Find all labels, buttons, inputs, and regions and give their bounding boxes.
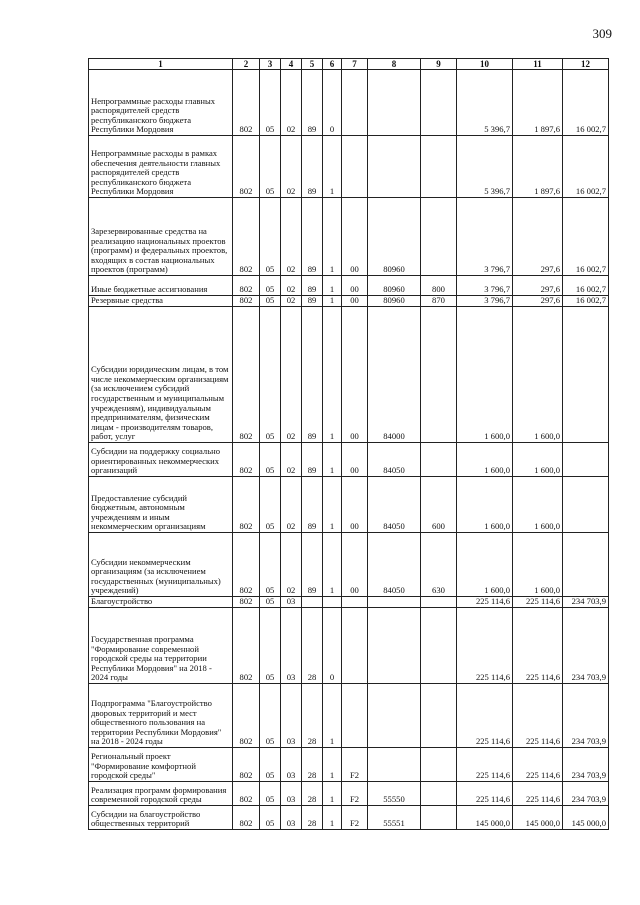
section-code: 05 bbox=[260, 782, 281, 806]
amount-col-12: 16 002,7 bbox=[563, 70, 609, 136]
amount-col-11: 1 600,0 bbox=[513, 443, 563, 477]
header-cell: 6 bbox=[323, 59, 342, 70]
section-code: 05 bbox=[260, 533, 281, 597]
main-event-code bbox=[342, 70, 368, 136]
amount-col-11: 225 114,6 bbox=[513, 597, 563, 608]
main-event-code: 00 bbox=[342, 307, 368, 443]
subsection-code: 03 bbox=[281, 608, 302, 684]
main-event-code bbox=[342, 136, 368, 198]
expense-type-code bbox=[421, 136, 457, 198]
amount-col-10: 145 000,0 bbox=[457, 806, 513, 830]
main-event-code bbox=[342, 684, 368, 748]
row-name: Реализация программ формирования современной городской среды bbox=[89, 782, 233, 806]
subprogram-code: 1 bbox=[323, 443, 342, 477]
amount-col-11: 1 897,6 bbox=[513, 136, 563, 198]
amount-col-11: 145 000,0 bbox=[513, 806, 563, 830]
expense-type-code bbox=[421, 748, 457, 782]
table-row bbox=[89, 296, 609, 307]
ministry-code: 802 bbox=[233, 806, 260, 830]
ministry-code: 802 bbox=[233, 597, 260, 608]
direction-code bbox=[368, 748, 421, 782]
section-code: 05 bbox=[260, 198, 281, 276]
table-row bbox=[89, 782, 609, 806]
amount-col-12 bbox=[563, 307, 609, 443]
header-cell: 7 bbox=[342, 59, 368, 70]
amount-col-11: 297,6 bbox=[513, 198, 563, 276]
row-name: Государственная программа "Формирование современной городской среды на территории Республики Мордовия" на 2018 - 2024 годы bbox=[89, 608, 233, 684]
program-code: 89 bbox=[302, 533, 323, 597]
page-number: 309 bbox=[592, 26, 612, 41]
main-event-code: 00 bbox=[342, 296, 368, 307]
subsection-code: 02 bbox=[281, 276, 302, 296]
subsection-code: 03 bbox=[281, 782, 302, 806]
amount-col-12 bbox=[563, 533, 609, 597]
section-code: 05 bbox=[260, 684, 281, 748]
program-code: 28 bbox=[302, 684, 323, 748]
amount-col-11: 225 114,6 bbox=[513, 782, 563, 806]
amount-col-10: 1 600,0 bbox=[457, 533, 513, 597]
ministry-code: 802 bbox=[233, 443, 260, 477]
main-event-code bbox=[342, 597, 368, 608]
subprogram-code: 1 bbox=[323, 198, 342, 276]
main-event-code bbox=[342, 608, 368, 684]
direction-code: 84000 bbox=[368, 307, 421, 443]
amount-col-12: 234 703,9 bbox=[563, 748, 609, 782]
main-event-code: F2 bbox=[342, 782, 368, 806]
ministry-code: 802 bbox=[233, 533, 260, 597]
subprogram-code: 1 bbox=[323, 782, 342, 806]
amount-col-10: 1 600,0 bbox=[457, 477, 513, 533]
main-event-code: 00 bbox=[342, 276, 368, 296]
table-row bbox=[89, 136, 609, 198]
amount-col-10: 3 796,7 bbox=[457, 276, 513, 296]
direction-code: 84050 bbox=[368, 443, 421, 477]
subsection-code: 02 bbox=[281, 477, 302, 533]
amount-col-11: 1 600,0 bbox=[513, 307, 563, 443]
section-code: 05 bbox=[260, 806, 281, 830]
row-name: Благоустройство bbox=[89, 597, 233, 608]
program-code: 89 bbox=[302, 307, 323, 443]
expense-type-code bbox=[421, 806, 457, 830]
amount-col-11: 1 600,0 bbox=[513, 477, 563, 533]
subsection-code: 02 bbox=[281, 443, 302, 477]
subsection-code: 02 bbox=[281, 533, 302, 597]
amount-col-10: 5 396,7 bbox=[457, 136, 513, 198]
subprogram-code: 1 bbox=[323, 307, 342, 443]
ministry-code: 802 bbox=[233, 198, 260, 276]
main-event-code: 00 bbox=[342, 443, 368, 477]
expense-type-code bbox=[421, 307, 457, 443]
program-code bbox=[302, 597, 323, 608]
subsection-code: 02 bbox=[281, 198, 302, 276]
program-code: 89 bbox=[302, 296, 323, 307]
direction-code: 84050 bbox=[368, 533, 421, 597]
section-code: 05 bbox=[260, 70, 281, 136]
table-row bbox=[89, 477, 609, 533]
table-body bbox=[89, 70, 609, 830]
subprogram-code: 1 bbox=[323, 477, 342, 533]
program-code: 89 bbox=[302, 477, 323, 533]
subprogram-code: 1 bbox=[323, 684, 342, 748]
amount-col-12: 16 002,7 bbox=[563, 296, 609, 307]
expense-type-code: 870 bbox=[421, 296, 457, 307]
subsection-code: 02 bbox=[281, 70, 302, 136]
row-name: Субсидии на поддержку социально ориентированных некоммерческих организаций bbox=[89, 443, 233, 477]
program-code: 28 bbox=[302, 748, 323, 782]
header-cell: 4 bbox=[281, 59, 302, 70]
amount-col-11: 297,6 bbox=[513, 296, 563, 307]
direction-code: 80960 bbox=[368, 296, 421, 307]
amount-col-10: 225 114,6 bbox=[457, 597, 513, 608]
amount-col-10: 1 600,0 bbox=[457, 307, 513, 443]
amount-col-12 bbox=[563, 443, 609, 477]
section-code: 05 bbox=[260, 276, 281, 296]
subprogram-code: 1 bbox=[323, 806, 342, 830]
table-row bbox=[89, 533, 609, 597]
amount-col-12: 145 000,0 bbox=[563, 806, 609, 830]
section-code: 05 bbox=[260, 597, 281, 608]
amount-col-11: 297,6 bbox=[513, 276, 563, 296]
amount-col-10: 225 114,6 bbox=[457, 608, 513, 684]
amount-col-12: 234 703,9 bbox=[563, 684, 609, 748]
expense-type-code bbox=[421, 782, 457, 806]
row-name: Предоставление субсидий бюджетным, автономным учреждениям и иным некоммерческим организациям bbox=[89, 477, 233, 533]
ministry-code: 802 bbox=[233, 684, 260, 748]
ministry-code: 802 bbox=[233, 296, 260, 307]
subsection-code: 02 bbox=[281, 296, 302, 307]
row-name: Субсидии на благоустройство общественных территорий bbox=[89, 806, 233, 830]
direction-code: 84050 bbox=[368, 477, 421, 533]
subprogram-code bbox=[323, 597, 342, 608]
amount-col-11: 1 600,0 bbox=[513, 533, 563, 597]
amount-col-11: 225 114,6 bbox=[513, 684, 563, 748]
table-header bbox=[89, 59, 609, 70]
program-code: 28 bbox=[302, 782, 323, 806]
ministry-code: 802 bbox=[233, 782, 260, 806]
amount-col-11: 225 114,6 bbox=[513, 748, 563, 782]
subprogram-code: 1 bbox=[323, 296, 342, 307]
amount-col-12: 234 703,9 bbox=[563, 608, 609, 684]
amount-col-10: 3 796,7 bbox=[457, 198, 513, 276]
header-cell: 12 bbox=[563, 59, 609, 70]
direction-code: 55551 bbox=[368, 806, 421, 830]
header-cell: 11 bbox=[513, 59, 563, 70]
row-name: Резервные средства bbox=[89, 296, 233, 307]
table-row bbox=[89, 597, 609, 608]
amount-col-12 bbox=[563, 477, 609, 533]
direction-code: 80960 bbox=[368, 276, 421, 296]
amount-col-12: 234 703,9 bbox=[563, 597, 609, 608]
table-row bbox=[89, 307, 609, 443]
program-code: 89 bbox=[302, 136, 323, 198]
main-event-code: F2 bbox=[342, 806, 368, 830]
ministry-code: 802 bbox=[233, 748, 260, 782]
amount-col-12: 16 002,7 bbox=[563, 198, 609, 276]
amount-col-10: 225 114,6 bbox=[457, 748, 513, 782]
direction-code bbox=[368, 70, 421, 136]
subsection-code: 03 bbox=[281, 684, 302, 748]
header-cell: 2 bbox=[233, 59, 260, 70]
program-code: 89 bbox=[302, 276, 323, 296]
expense-type-code: 630 bbox=[421, 533, 457, 597]
row-name: Региональный проект "Формирование комфортной городской среды" bbox=[89, 748, 233, 782]
subsection-code: 03 bbox=[281, 748, 302, 782]
amount-col-10: 3 796,7 bbox=[457, 296, 513, 307]
expense-type-code bbox=[421, 684, 457, 748]
section-code: 05 bbox=[260, 136, 281, 198]
table-row bbox=[89, 198, 609, 276]
ministry-code: 802 bbox=[233, 608, 260, 684]
header-cell: 3 bbox=[260, 59, 281, 70]
header-cell: 8 bbox=[368, 59, 421, 70]
table-row bbox=[89, 608, 609, 684]
amount-col-12: 16 002,7 bbox=[563, 276, 609, 296]
amount-col-10: 1 600,0 bbox=[457, 443, 513, 477]
subsection-code: 02 bbox=[281, 307, 302, 443]
table-row bbox=[89, 748, 609, 782]
main-event-code: F2 bbox=[342, 748, 368, 782]
header-cell: 5 bbox=[302, 59, 323, 70]
section-code: 05 bbox=[260, 296, 281, 307]
amount-col-10: 5 396,7 bbox=[457, 70, 513, 136]
section-code: 05 bbox=[260, 477, 281, 533]
table-row bbox=[89, 806, 609, 830]
subsection-code: 02 bbox=[281, 136, 302, 198]
direction-code: 80960 bbox=[368, 198, 421, 276]
ministry-code: 802 bbox=[233, 307, 260, 443]
direction-code bbox=[368, 136, 421, 198]
expense-type-code bbox=[421, 608, 457, 684]
program-code: 28 bbox=[302, 806, 323, 830]
row-name: Непрограммные расходы в рамках обеспечения деятельности главных распорядителей средств республиканского бюджета Республики Мордовия bbox=[89, 136, 233, 198]
row-name: Иные бюджетные ассигнования bbox=[89, 276, 233, 296]
header-cell: 9 bbox=[421, 59, 457, 70]
table-row bbox=[89, 276, 609, 296]
program-code: 89 bbox=[302, 198, 323, 276]
section-code: 05 bbox=[260, 608, 281, 684]
ministry-code: 802 bbox=[233, 477, 260, 533]
section-code: 05 bbox=[260, 443, 281, 477]
direction-code: 55550 bbox=[368, 782, 421, 806]
main-event-code: 00 bbox=[342, 533, 368, 597]
expense-type-code bbox=[421, 597, 457, 608]
row-name: Подпрограмма "Благоустройство дворовых территорий и мест общественного пользования на территории Республики Мордовия" на 2018 - 2024 годы bbox=[89, 684, 233, 748]
main-event-code: 00 bbox=[342, 477, 368, 533]
ministry-code: 802 bbox=[233, 70, 260, 136]
expense-type-code bbox=[421, 198, 457, 276]
amount-col-10: 225 114,6 bbox=[457, 782, 513, 806]
subprogram-code: 1 bbox=[323, 136, 342, 198]
subprogram-code: 0 bbox=[323, 70, 342, 136]
ministry-code: 802 bbox=[233, 276, 260, 296]
amount-col-12: 16 002,7 bbox=[563, 136, 609, 198]
amount-col-10: 225 114,6 bbox=[457, 684, 513, 748]
expense-type-code: 800 bbox=[421, 276, 457, 296]
subprogram-code: 0 bbox=[323, 608, 342, 684]
header-cell: 1 bbox=[89, 59, 233, 70]
expense-type-code: 600 bbox=[421, 477, 457, 533]
subprogram-code: 1 bbox=[323, 533, 342, 597]
main-event-code: 00 bbox=[342, 198, 368, 276]
row-name: Непрограммные расходы главных распорядителей средств республиканского бюджета Республики Мордовия bbox=[89, 70, 233, 136]
subsection-code: 03 bbox=[281, 806, 302, 830]
section-code: 05 bbox=[260, 307, 281, 443]
amount-col-11: 225 114,6 bbox=[513, 608, 563, 684]
row-name: Субсидии некоммерческим организациям (за исключением государственных (муниципальных) учреждений) bbox=[89, 533, 233, 597]
subprogram-code: 1 bbox=[323, 276, 342, 296]
subprogram-code: 1 bbox=[323, 748, 342, 782]
program-code: 28 bbox=[302, 608, 323, 684]
subsection-code: 03 bbox=[281, 597, 302, 608]
program-code: 89 bbox=[302, 70, 323, 136]
direction-code bbox=[368, 684, 421, 748]
table-row bbox=[89, 684, 609, 748]
direction-code bbox=[368, 608, 421, 684]
ministry-code: 802 bbox=[233, 136, 260, 198]
header-cell: 10 bbox=[457, 59, 513, 70]
program-code: 89 bbox=[302, 443, 323, 477]
row-name: Субсидии юридическим лицам, в том числе некоммерческим организациям (за исключением субсидий государственным и муниципальным учреждениям), индивидуальным предпринимателям, физическим лицам - производителям товаров, работ, услуг bbox=[89, 307, 233, 443]
table-row bbox=[89, 443, 609, 477]
amount-col-11: 1 897,6 bbox=[513, 70, 563, 136]
expense-type-code bbox=[421, 443, 457, 477]
expense-type-code bbox=[421, 70, 457, 136]
row-name: Зарезервированные средства на реализацию национальных проектов (программ) и федеральных проектов, входящих в состав национальных проектов (программ) bbox=[89, 198, 233, 276]
direction-code bbox=[368, 597, 421, 608]
budget-table bbox=[88, 58, 609, 830]
section-code: 05 bbox=[260, 748, 281, 782]
table-row bbox=[89, 70, 609, 136]
amount-col-12: 234 703,9 bbox=[563, 782, 609, 806]
